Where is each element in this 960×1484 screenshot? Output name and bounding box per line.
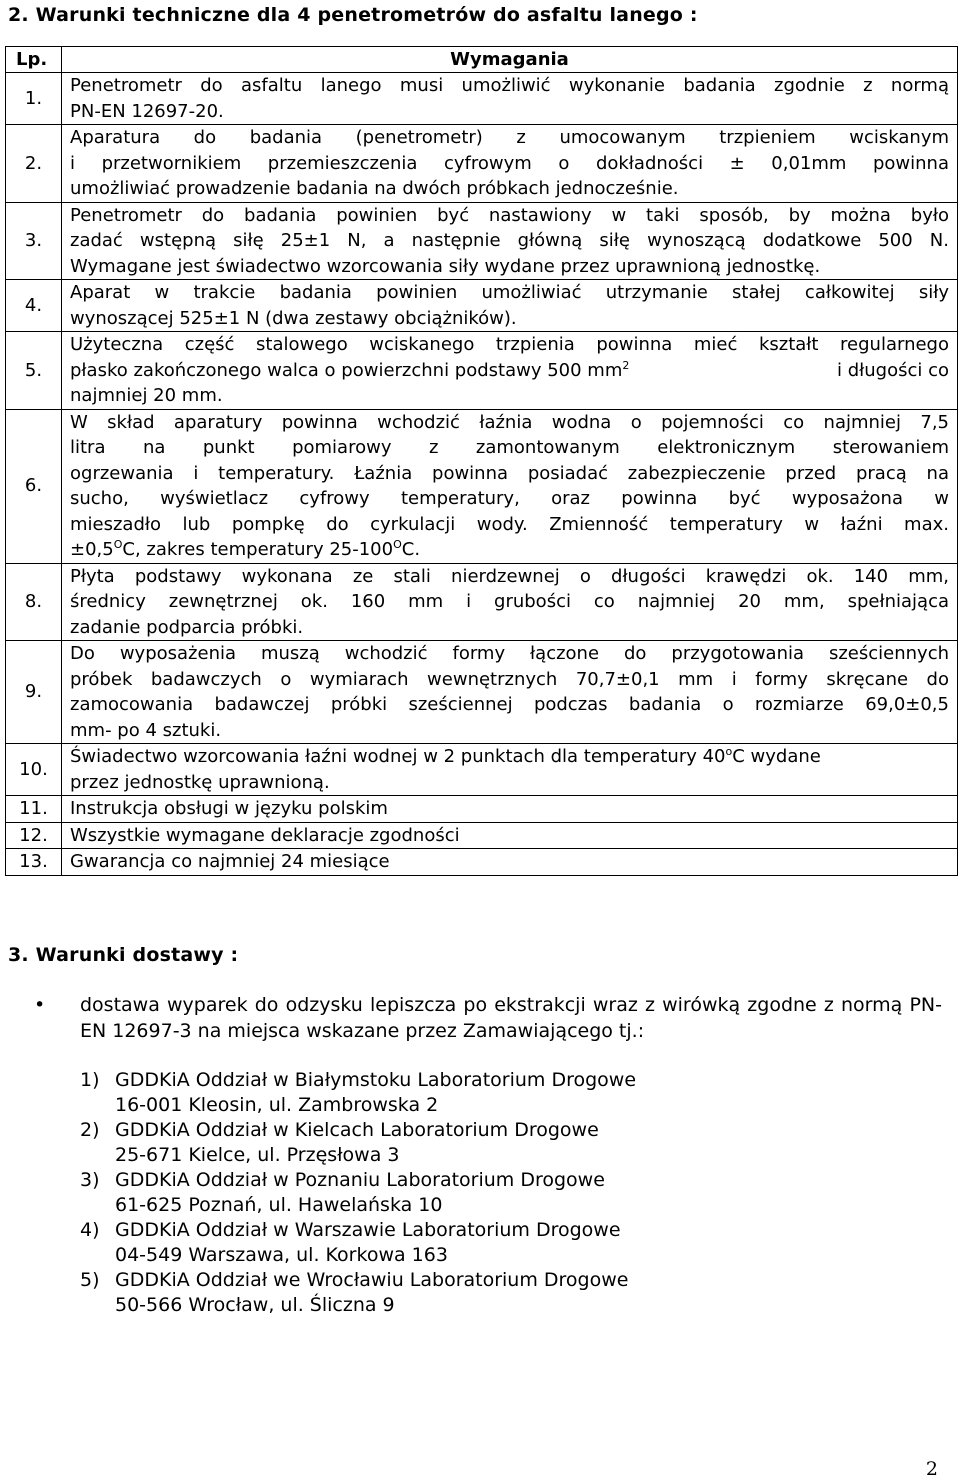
row-line: W skład aparatury powinna wchodzić łaźnia wodna o pojemności co najmniej 7,5 bbox=[70, 411, 949, 433]
row-text bbox=[62, 280, 958, 332]
list-number: 2) bbox=[80, 1119, 100, 1141]
row-text bbox=[62, 563, 958, 641]
row-line: mieszadło lub pompkę do cyrkulacji wody. Zmienność temperatury w łaźni max. bbox=[70, 513, 949, 535]
row-line-text: i długości co bbox=[836, 359, 949, 381]
row-line-text: ±0,5 bbox=[70, 539, 114, 560]
list-item bbox=[80, 1168, 636, 1218]
list-item bbox=[80, 1218, 636, 1268]
row-line: litra na punkt pomiarowy z zamontowanym elektronicznym sterowaniem bbox=[70, 437, 949, 458]
address-line: 16-001 Kleosin, ul. Zambrowska 2 bbox=[115, 1094, 439, 1116]
table-row bbox=[6, 641, 958, 744]
table-row bbox=[6, 332, 958, 410]
address-line: GDDKiA Oddział w Kielcach Laboratorium Drogowe bbox=[115, 1119, 599, 1141]
address-body bbox=[115, 1168, 605, 1218]
bullet-icon: • bbox=[34, 994, 46, 1016]
address-line: GDDKiA Oddział w Poznaniu Laboratorium Drogowe bbox=[115, 1169, 605, 1191]
row-text bbox=[62, 641, 958, 744]
row-line: zamocowania badawczej próbki sześciennej podczas badania o rozmiarze 69,0±0,5 bbox=[70, 694, 949, 715]
address-line: GDDKiA Oddział we Wrocławiu Laboratorium Drogowe bbox=[115, 1269, 629, 1291]
page-number: 2 bbox=[925, 1458, 938, 1480]
row-text bbox=[62, 409, 958, 563]
address-line: 61-625 Poznań, ul. Hawelańska 10 bbox=[115, 1194, 443, 1216]
table-row bbox=[6, 849, 958, 876]
row-number: 9. bbox=[6, 641, 62, 744]
row-line-part bbox=[70, 358, 629, 384]
row-line-text: C wydane bbox=[732, 746, 821, 767]
row-line-part bbox=[70, 744, 821, 770]
row-number: 6. bbox=[6, 409, 62, 563]
row-text: Instrukcja obsługi w języku polskim bbox=[62, 796, 958, 823]
table-row bbox=[6, 744, 958, 796]
list-item bbox=[80, 1118, 636, 1168]
table-row bbox=[6, 409, 958, 563]
bullet-item bbox=[30, 992, 942, 1044]
row-number: 4. bbox=[6, 280, 62, 332]
table-row bbox=[6, 125, 958, 203]
row-text bbox=[62, 202, 958, 280]
row-line: przez jednostkę uprawnioną. bbox=[70, 771, 330, 793]
list-item bbox=[80, 1068, 636, 1118]
row-line: i przetwornikiem przemieszczenia cyfrowym o dokładności ± 0,01mm powinna bbox=[70, 152, 949, 174]
row-line bbox=[70, 537, 949, 563]
table-row bbox=[6, 563, 958, 641]
row-text bbox=[62, 744, 958, 796]
delivery-bullet bbox=[30, 992, 942, 1044]
degree-sign: o bbox=[725, 745, 733, 758]
row-line: Penetrometr do badania powinien być nastawiony w taki sposób, by można było bbox=[70, 204, 949, 226]
row-number: 11. bbox=[6, 796, 62, 823]
row-number: 12. bbox=[6, 822, 62, 849]
row-line: ogrzewania i temperatury. Łaźnia powinna posiadać zabezpieczenie przed pracą na bbox=[70, 462, 949, 484]
row-line-text: C. bbox=[401, 539, 421, 560]
row-text bbox=[62, 125, 958, 203]
row-line: umożliwiać prowadzenie badania na dwóch próbkach jednocześnie. bbox=[70, 178, 679, 199]
section-2-heading: 2. Warunki techniczne dla 4 penetrometrów do asfaltu lanego : bbox=[8, 4, 698, 26]
address-list bbox=[80, 1068, 636, 1318]
row-number: 3. bbox=[6, 202, 62, 280]
table-row bbox=[6, 202, 958, 280]
row-number: 13. bbox=[6, 849, 62, 876]
row-line: Wymagane jest świadectwo wzorcowania siły wydane przez uprawnioną jednostkę. bbox=[70, 255, 821, 277]
row-line: zadać wstępną siłę 25±1 N, a następnie główną siłę wynoszącą dodatkowe 500 N. bbox=[70, 230, 949, 251]
row-line: zadanie podparcia próbki. bbox=[70, 616, 304, 638]
row-number: 2. bbox=[6, 125, 62, 203]
row-line-text: płasko zakończonego walca o powierzchni podstawy 500 mm bbox=[70, 359, 623, 381]
row-line: Penetrometr do asfaltu lanego musi umożliwić wykonanie badania zgodnie z normą bbox=[70, 75, 949, 96]
header-requirements: Wymagania bbox=[62, 47, 958, 73]
row-number: 8. bbox=[6, 563, 62, 641]
row-number: 1. bbox=[6, 73, 62, 125]
bullet-text: dostawa wyparek do odzysku lepiszcza po ekstrakcji wraz z wirówką zgodne z normą PN-EN 12697-3 na miejsca wskazane przez Zamawiającego tj.: bbox=[80, 994, 942, 1042]
table-row bbox=[6, 73, 958, 125]
degree-sign: O bbox=[113, 538, 123, 551]
row-text: Wszystkie wymagane deklaracje zgodności bbox=[62, 822, 958, 849]
row-line: Aparat w trakcie badania powinien umożliwiać utrzymanie stałej całkowitej siły bbox=[70, 282, 949, 303]
row-line: PN-EN 12697-20. bbox=[70, 100, 224, 122]
list-number: 5) bbox=[80, 1269, 100, 1291]
superscript: 2 bbox=[622, 358, 630, 372]
address-line: GDDKiA Oddział w Warszawie Laboratorium Drogowe bbox=[115, 1219, 621, 1241]
address-line: GDDKiA Oddział w Białymstoku Laboratorium Drogowe bbox=[115, 1069, 637, 1091]
row-line: wynoszącej 525±1 N (dwa zestawy obciążników). bbox=[70, 307, 517, 329]
row-line: sucho, wyświetlacz cyfrowy temperatury, oraz powinna być wyposażona w bbox=[70, 488, 949, 509]
row-number: 5. bbox=[6, 332, 62, 410]
section-3-heading: 3. Warunki dostawy : bbox=[8, 944, 239, 966]
row-text: Gwarancja co najmniej 24 miesiące bbox=[62, 849, 958, 876]
row-line bbox=[70, 744, 949, 770]
row-line: Aparatura do badania (penetrometr) z umocowanym trzpieniem wciskanym bbox=[70, 127, 949, 148]
row-line: średnicy zewnętrznej ok. 160 mm i grubości co najmniej 20 mm, spełniająca bbox=[70, 591, 949, 612]
row-line: Płyta podstawy wykonana ze stali nierdzewnej o długości krawędzi ok. 140 mm, bbox=[70, 565, 949, 587]
row-line: próbek badawczych o wymiarach wewnętrznych 70,7±0,1 mm i formy skręcane do bbox=[70, 668, 949, 690]
list-number: 3) bbox=[80, 1169, 100, 1191]
row-line: Użyteczna część stalowego wciskanego trzpienia powinna mieć kształt regularnego bbox=[70, 334, 949, 355]
list-item bbox=[80, 1268, 636, 1318]
table-header-row bbox=[6, 47, 958, 73]
row-line: Do wyposażenia muszą wchodzić formy łączone do przygotowania sześciennych bbox=[70, 643, 949, 664]
table-row bbox=[6, 796, 958, 823]
address-body bbox=[115, 1218, 621, 1268]
address-line: 04-549 Warszawa, ul. Korkowa 163 bbox=[115, 1244, 448, 1266]
row-number: 10. bbox=[6, 744, 62, 796]
address-body bbox=[115, 1268, 628, 1318]
header-lp: Lp. bbox=[6, 47, 62, 73]
row-text bbox=[62, 332, 958, 410]
address-line: 25-671 Kielce, ul. Przęsłowa 3 bbox=[115, 1144, 400, 1166]
degree-sign: O bbox=[393, 538, 402, 551]
table-row bbox=[6, 822, 958, 849]
row-line bbox=[70, 358, 949, 384]
list-number: 4) bbox=[80, 1219, 100, 1241]
address-body bbox=[115, 1118, 599, 1168]
row-line: najmniej 20 mm. bbox=[70, 385, 223, 406]
address-line: 50-566 Wrocław, ul. Śliczna 9 bbox=[115, 1294, 395, 1316]
row-line-text: Świadectwo wzorcowania łaźni wodnej w 2 punktach dla temperatury 40 bbox=[70, 746, 726, 767]
address-body bbox=[115, 1068, 636, 1118]
list-number: 1) bbox=[80, 1069, 100, 1091]
row-line: mm- po 4 sztuki. bbox=[70, 719, 222, 741]
row-text bbox=[62, 73, 958, 125]
table-row bbox=[6, 280, 958, 332]
requirements-table bbox=[5, 46, 958, 876]
row-line-text: C, zakres temperatury 25-100 bbox=[122, 539, 394, 560]
